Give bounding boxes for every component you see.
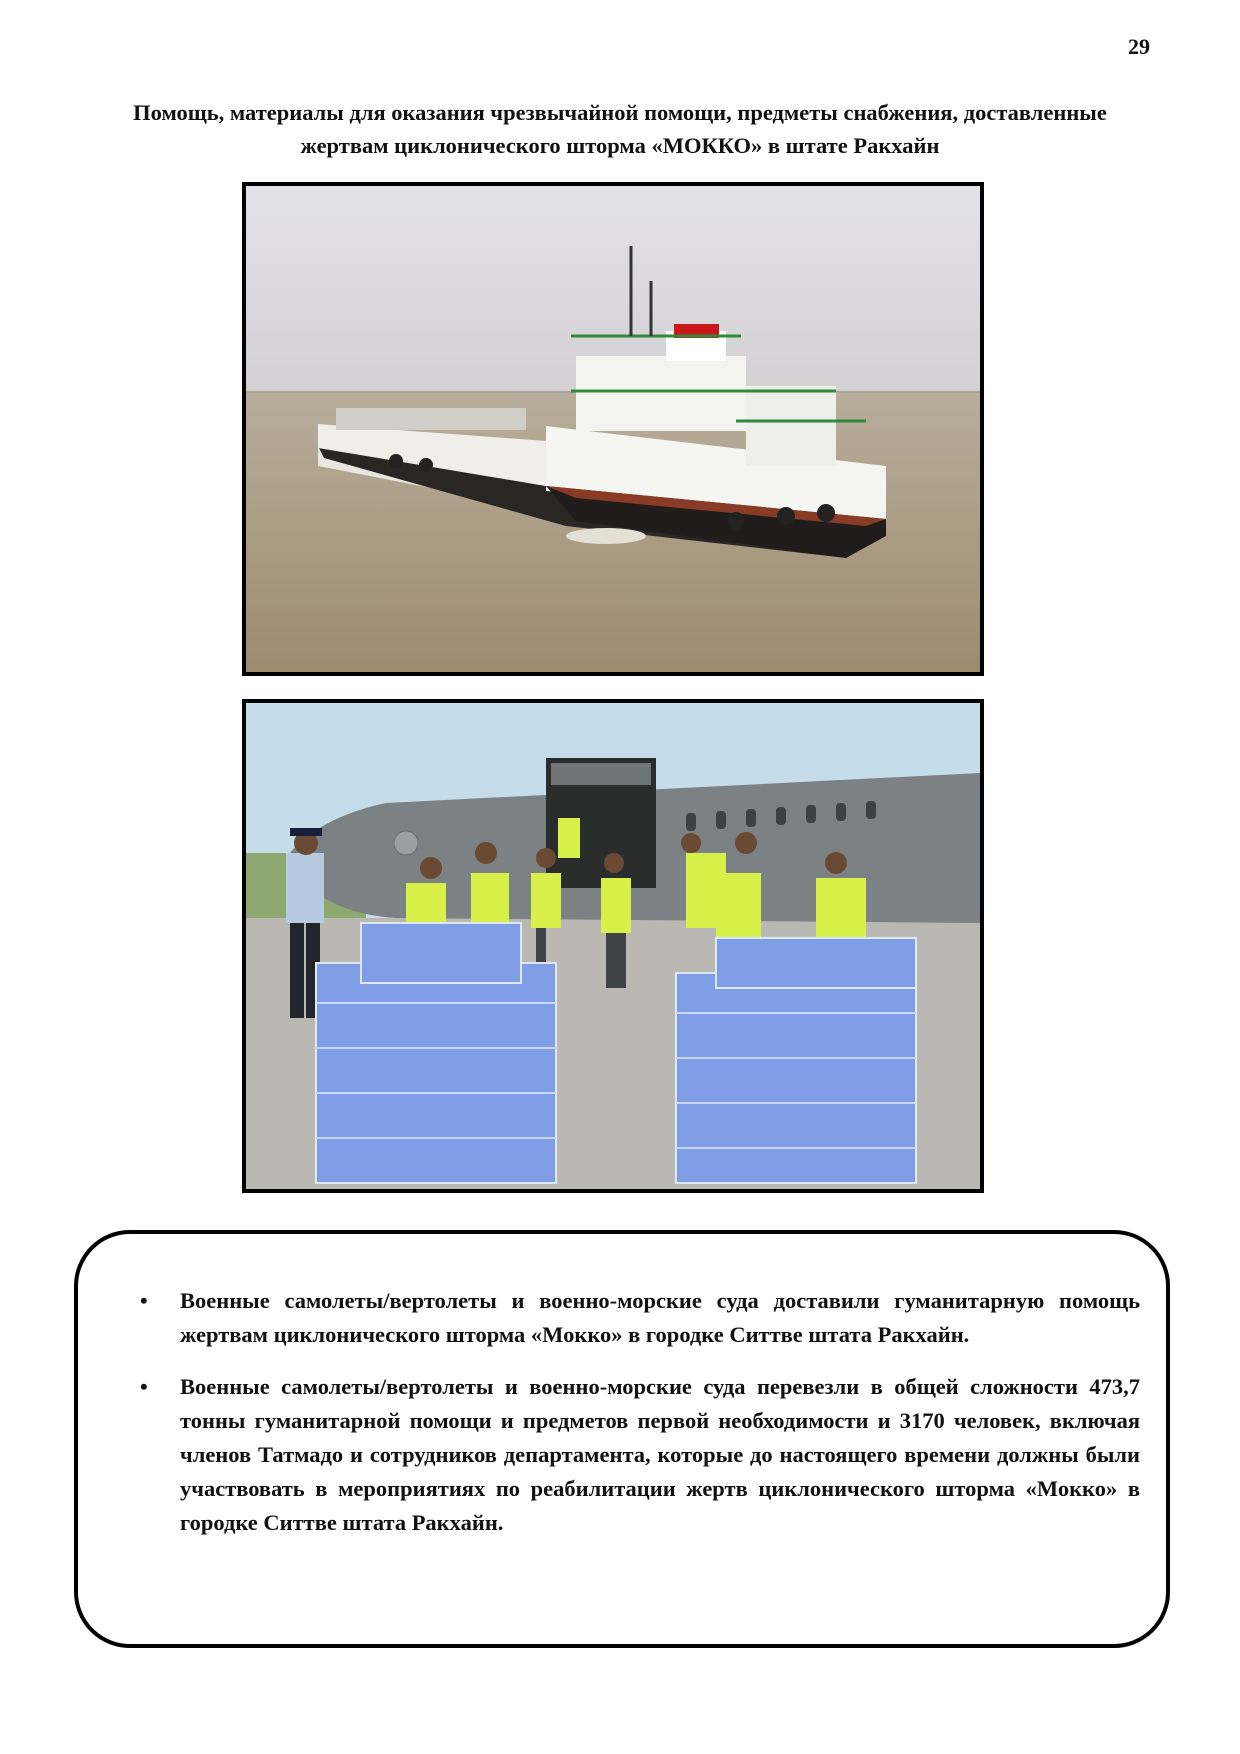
info-box <box>74 1230 1170 1648</box>
bullet-text: Военные самолеты/вертолеты и военно-морские суда перевезли в общей сложности 473,7 тонны гуманитарной помощи и предметов первой необходимости и 3170 человек, включая членов Татмадо и сотрудников департамента, которые до настоящего времени должны были участвовать в мероприятиях по реабилитации жертв циклонического шторма «Мокко» в городке Ситтве штата Ракхайн. <box>180 1374 1140 1535</box>
bullet-item <box>140 1284 1140 1352</box>
bullet-item <box>140 1370 1140 1540</box>
page-title: Помощь, материалы для оказания чрезвычайной помощи, предметы снабжения, доставленные жертвам циклонического шторма «МОККО» в штате Ракхайн <box>133 100 1107 158</box>
bullet-list <box>140 1284 1140 1558</box>
page-number: 29 <box>1128 34 1150 59</box>
ship-photo <box>242 182 984 676</box>
bullet-icon: • <box>140 1374 148 1399</box>
bullet-icon: • <box>140 1288 148 1313</box>
bullet-text: Военные самолеты/вертолеты и военно-морские суда доставили гуманитарную помощь жертвам циклонического шторма «Мокко» в городке Ситтве штата Ракхайн. <box>180 1288 1140 1347</box>
plane-photo <box>242 699 984 1193</box>
